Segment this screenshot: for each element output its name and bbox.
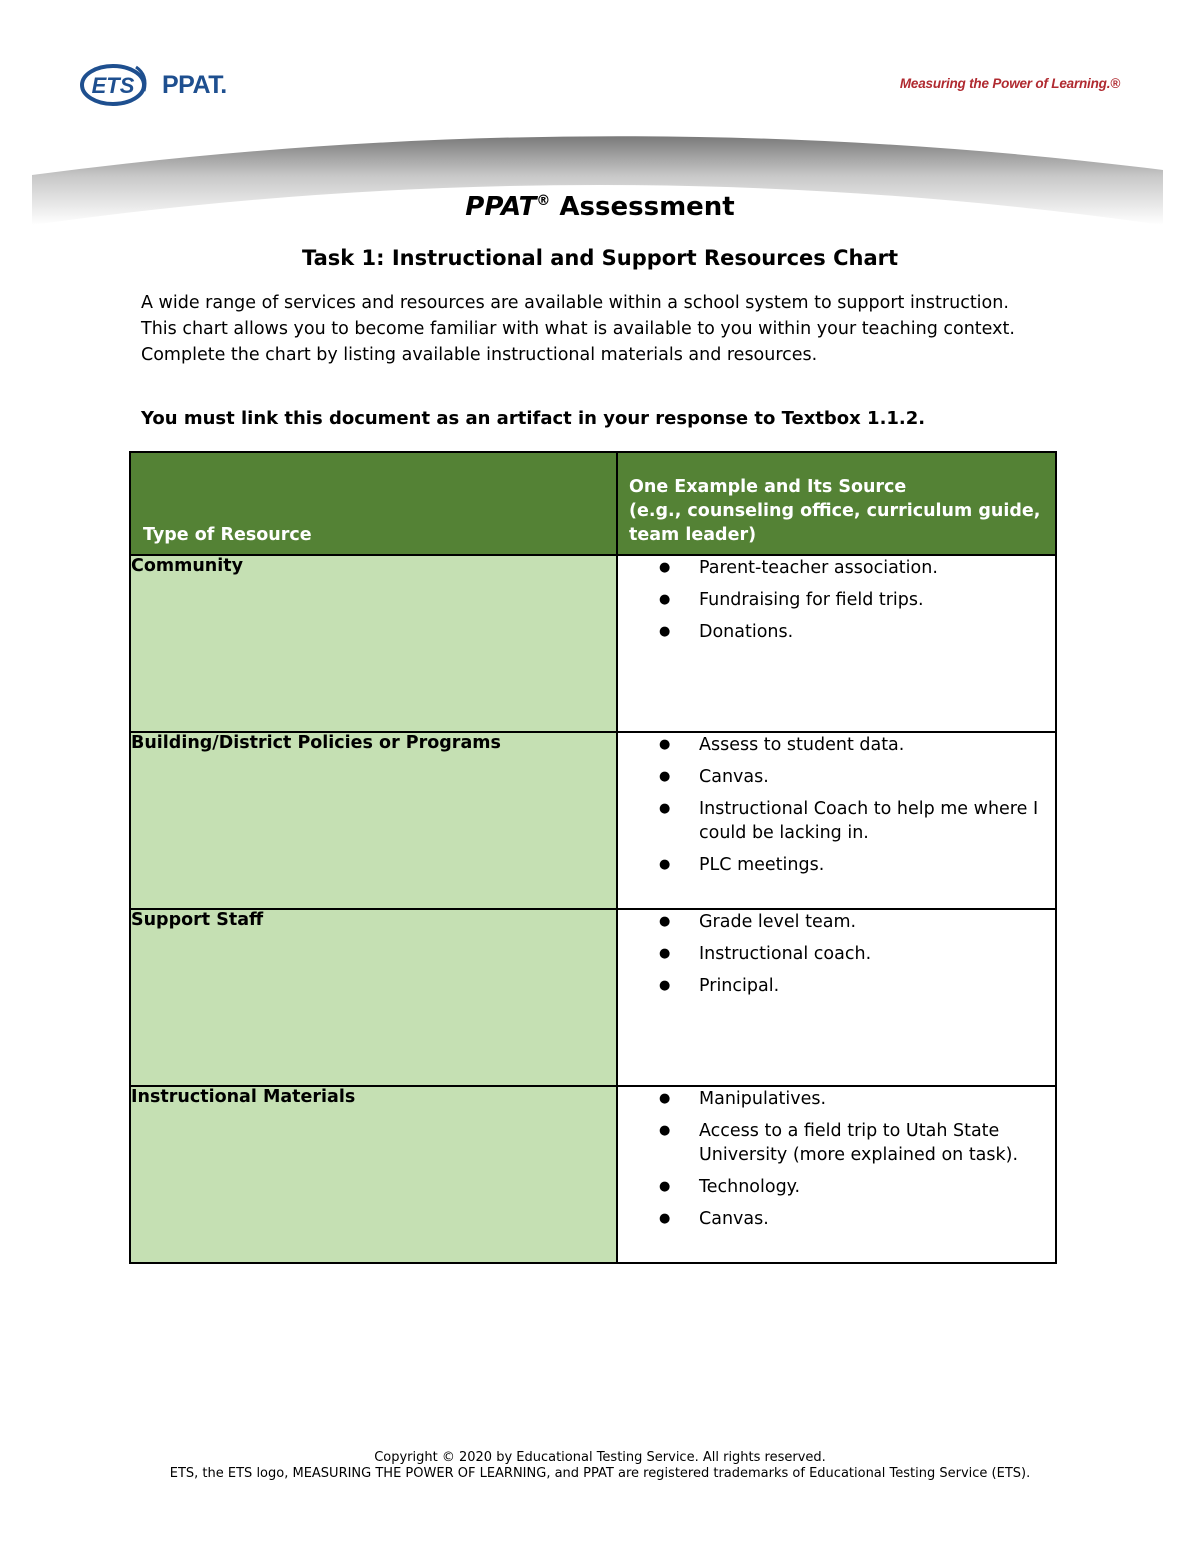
artifact-instruction: You must link this document as an artifact in your response to Textbox 1.1.2. [141, 408, 926, 429]
resources-chart [129, 451, 1057, 1264]
task-subtitle: Task 1: Instructional and Support Resources Chart [301, 246, 899, 270]
examples-list [618, 556, 1055, 644]
list-item-text: Parent-teacher association. [699, 558, 938, 578]
bullet-icon: ● [659, 737, 671, 752]
list-item [618, 974, 1055, 998]
intro-paragraph: A wide range of services and resources are available within a school system to support instruction. This chart allows you to become familiar with what is available to you within your teaching context. Complete the chart by listing available instructional materials and resources. [141, 293, 1015, 365]
list-item [618, 765, 1055, 789]
list-item-text: Assess to student data. [699, 735, 905, 755]
list-item-text: Technology. [699, 1177, 801, 1197]
examples-cell [617, 732, 1056, 909]
list-item-text: Fundraising for field trips. [699, 590, 924, 610]
bullet-icon: ● [659, 857, 671, 872]
resource-type-cell: Building/District Policies or Programs [130, 732, 617, 909]
table-row [130, 555, 1056, 732]
title-ppat: PPAT [465, 192, 537, 222]
list-item [618, 1119, 1055, 1167]
bullet-icon: ● [659, 914, 671, 929]
list-item [618, 797, 1055, 845]
table-row [130, 732, 1056, 909]
table-header-row [130, 452, 1056, 555]
page-footer [0, 1450, 1200, 1482]
list-item-text: Instructional coach. [699, 944, 872, 964]
page-title [0, 192, 1200, 222]
bullet-icon: ● [659, 624, 671, 639]
logo-area [78, 60, 227, 110]
list-item [618, 1207, 1055, 1231]
list-item-text: Manipulatives. [699, 1089, 827, 1109]
col-header-example-line2: (e.g., counseling office, curriculum guide, team leader) [629, 501, 1041, 545]
list-item-text: Canvas. [699, 1209, 769, 1229]
list-item-text: Access to a field trip to Utah State University (more explained on task). [699, 1121, 1019, 1165]
examples-list [618, 733, 1055, 877]
examples-cell [617, 1086, 1056, 1263]
col-header-example-line1: One Example and Its Source [629, 477, 907, 497]
bullet-icon: ● [659, 592, 671, 607]
bullet-icon: ● [659, 1123, 671, 1138]
resource-type-cell: Support Staff [130, 909, 617, 1086]
bullet-icon: ● [659, 978, 671, 993]
list-item-text: Donations. [699, 622, 794, 642]
list-item-text: Instructional Coach to help me where I could be lacking in. [699, 799, 1039, 843]
col-header-type: Type of Resource [130, 452, 617, 555]
examples-cell [617, 555, 1056, 732]
list-item-text: PLC meetings. [699, 855, 825, 875]
bullet-icon: ● [659, 769, 671, 784]
table-row [130, 909, 1056, 1086]
registered-mark: ® [536, 193, 551, 209]
list-item [618, 853, 1055, 877]
list-item [618, 620, 1055, 644]
list-item [618, 1087, 1055, 1111]
table-row [130, 1086, 1056, 1263]
list-item-text: Principal. [699, 976, 780, 996]
ppat-logo: PPAT. [162, 70, 227, 99]
list-item [618, 942, 1055, 966]
bullet-icon: ● [659, 801, 671, 816]
bullet-icon: ● [659, 1179, 671, 1194]
bullet-icon: ● [659, 1091, 671, 1106]
trademark-line: ETS, the ETS logo, MEASURING THE POWER OF LEARNING, and PPAT are registered trademarks of Educational Testing Service (ETS). [169, 1466, 1031, 1481]
bullet-icon: ● [659, 946, 671, 961]
list-item [618, 733, 1055, 757]
resource-type-cell: Community [130, 555, 617, 732]
tagline: Measuring the Power of Learning.® [899, 76, 1120, 91]
bullet-icon: ● [659, 560, 671, 575]
ets-logo [78, 61, 152, 109]
list-item-text: Canvas. [699, 767, 769, 787]
list-item [618, 556, 1055, 580]
list-item [618, 910, 1055, 934]
list-item [618, 1175, 1055, 1199]
title-rest: Assessment [550, 192, 735, 222]
ets-logo-text: ETS [91, 73, 135, 98]
examples-list [618, 910, 1055, 998]
examples-cell [617, 909, 1056, 1086]
list-item [618, 588, 1055, 612]
copyright-line: Copyright © 2020 by Educational Testing Service. All rights reserved. [374, 1450, 826, 1465]
examples-list [618, 1087, 1055, 1231]
col-header-example [617, 452, 1056, 555]
bullet-icon: ● [659, 1211, 671, 1226]
list-item-text: Grade level team. [699, 912, 857, 932]
resource-type-cell: Instructional Materials [130, 1086, 617, 1263]
